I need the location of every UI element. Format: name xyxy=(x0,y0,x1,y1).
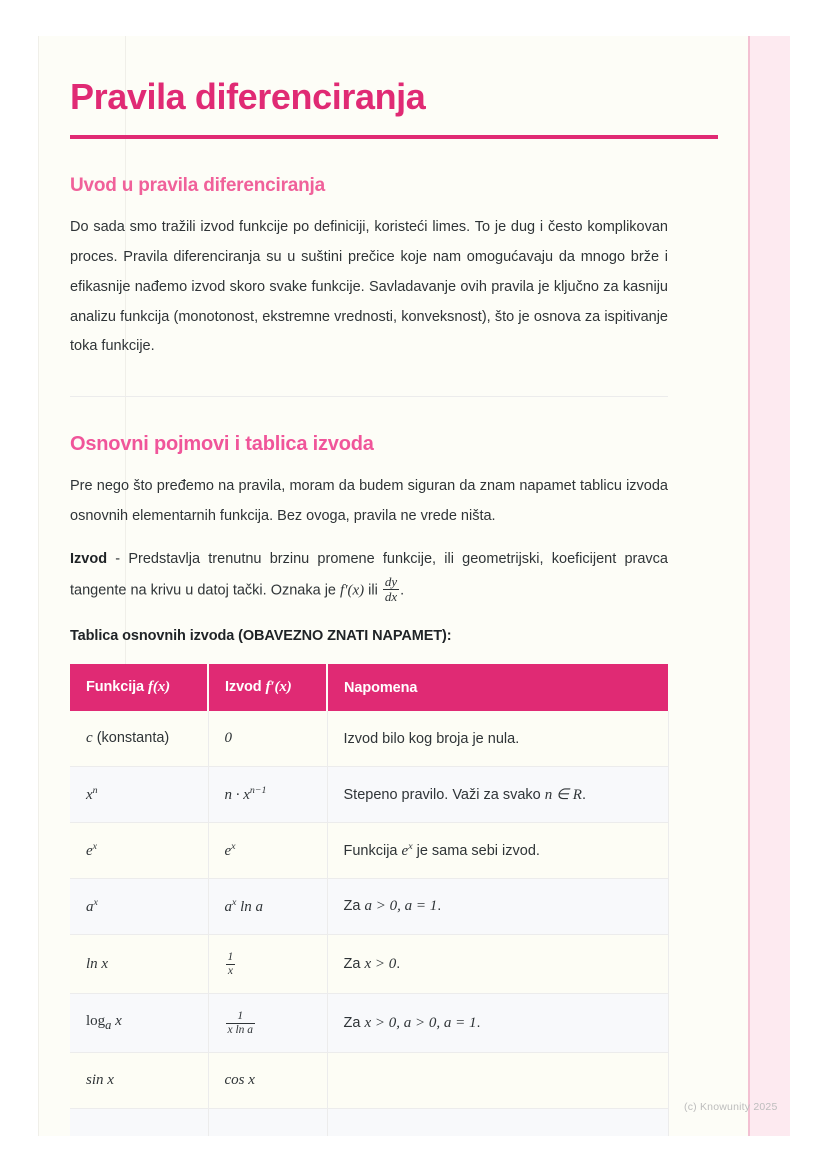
definition-notation-fprime: f′(x) xyxy=(340,582,365,599)
cell-funkcija xyxy=(70,1053,208,1109)
document-content xyxy=(70,36,668,1136)
cell-izvod xyxy=(208,767,327,823)
cell-napomena xyxy=(327,1109,668,1136)
cell-math xyxy=(402,843,413,859)
fraction-denominator: dx xyxy=(384,589,398,605)
table-row xyxy=(70,1053,668,1109)
header-label-izvod: Izvod xyxy=(225,679,266,696)
cell-funkcija xyxy=(70,994,208,1053)
cell-math: cos x xyxy=(224,1072,255,1089)
cell-math-base: log xyxy=(86,1013,106,1030)
cell-text: Izvod bilo kog broja je nula. xyxy=(343,730,520,747)
definition-paragraph xyxy=(70,531,668,606)
cell-math xyxy=(225,843,236,859)
cell-funkcija xyxy=(70,935,208,994)
table-row xyxy=(70,994,668,1053)
cell-napomena xyxy=(327,767,668,823)
cell-funkcija xyxy=(70,823,208,879)
table-row xyxy=(70,823,668,879)
cell-izvod xyxy=(208,879,327,935)
table-header-funkcija xyxy=(70,664,208,711)
cell-izvod xyxy=(208,1109,327,1136)
derivatives-table-body xyxy=(70,711,668,1136)
cell-math-tail: ln a xyxy=(236,899,264,916)
definition-term: Izvod xyxy=(70,551,108,568)
section-heading-intro: Uvod u pravila diferenciranja xyxy=(70,175,326,197)
definition-fraction-dydx xyxy=(383,575,399,604)
table-row xyxy=(70,879,668,935)
right-edge-stripe xyxy=(748,36,790,1136)
cell-math xyxy=(86,843,97,859)
table-row xyxy=(70,767,668,823)
definition-text-before: - Predstavlja trenutnu brzinu promene funkcije, ili geometrijski, koeficijent pravca tangente na krivu u datoj tački. Oznaka je xyxy=(70,551,668,599)
fraction-numerator: 1 xyxy=(237,1010,244,1023)
fraction-numerator: dy xyxy=(384,574,398,590)
cell-text-post: . xyxy=(396,955,401,972)
definition-text-middle: ili xyxy=(364,582,382,599)
cell-text: Funkcija xyxy=(343,843,402,860)
cell-math: n ∈ R xyxy=(544,787,582,804)
cell-math: c xyxy=(86,730,93,747)
cell-napomena xyxy=(327,823,668,879)
cell-text: Stepeno pravilo. Važi za svako xyxy=(343,787,545,804)
page-title: Pravila diferenciranja xyxy=(70,76,426,117)
cell-math-tail: x xyxy=(111,1013,122,1030)
cell-math-sup: n−1 xyxy=(249,785,267,797)
cell-napomena xyxy=(327,935,668,994)
cell-fraction xyxy=(226,1010,256,1036)
cell-math xyxy=(86,899,98,915)
cell-napomena xyxy=(327,711,668,767)
page-ruler-line-left xyxy=(38,36,39,1136)
cell-math: ln x xyxy=(86,955,109,972)
table-row xyxy=(70,935,668,994)
cell-math: sin x xyxy=(86,1072,114,1089)
cell-izvod xyxy=(208,994,327,1053)
cell-math-base: a xyxy=(86,899,94,916)
cell-math-base: n · x xyxy=(224,787,250,804)
table-header-napomena xyxy=(327,664,668,711)
footer-watermark: (c) Knowunity 2025 xyxy=(684,1101,778,1113)
header-label-funkcija: Funkcija xyxy=(86,679,148,696)
cell-text: Za xyxy=(343,955,365,972)
cell-izvod xyxy=(208,823,327,879)
cell-math-sup: x xyxy=(92,841,98,853)
table-header-row xyxy=(70,664,668,711)
cell-math xyxy=(86,787,98,803)
right-edge-stripe-line xyxy=(748,36,750,1136)
cell-math-base: x xyxy=(86,787,93,804)
cell-funkcija xyxy=(70,711,208,767)
cell-text-post: . xyxy=(476,1014,481,1031)
table-row xyxy=(70,711,668,767)
cell-math: a > 0, a = 1 xyxy=(364,898,438,915)
cell-text-post: je sama sebi izvod. xyxy=(412,843,540,860)
fraction-denominator: x xyxy=(226,964,236,977)
cell-math xyxy=(225,899,264,915)
cell-math-base: e xyxy=(86,843,93,860)
cell-text: (konstanta) xyxy=(92,730,170,747)
cell-math: x > 0 xyxy=(364,955,397,972)
cell-math-sup: x xyxy=(408,841,413,853)
section-paragraph-intro: Do sada smo tražili izvod funkcije po definiciji, koristeći limes. To je dug i često komplikovan proces. Pravila diferenciranja su u suštini prečice koje nam omogućavaju da mnogo brže i efikasnije nađemo izvod skoro svake funkcije. Savladavanje ovih pravila je ključno za kasniju analizu funkcija (monotonost, ekstremne vrednosti, konveksnost), što je osnova za ispitivanje toka funkcije. xyxy=(70,219,668,355)
cell-funkcija xyxy=(70,879,208,935)
table-caption: Tablica osnovnih izvoda (OBAVEZNO ZNATI NAPAMET): xyxy=(70,628,452,645)
cell-math-sup: x xyxy=(93,897,98,909)
cell-text: Za xyxy=(343,898,365,915)
cell-funkcija xyxy=(70,1109,208,1136)
section-paragraph-basics: Pre nego što pređemo na pravila, moram da budem siguran da znam napamet tablicu izvoda osnovnih elementarnih funkcija. Bez ovoga, pravila ne vrede ništa. xyxy=(70,477,668,524)
cell-math-sup: n xyxy=(92,785,98,797)
cell-napomena xyxy=(327,1053,668,1109)
cell-math-sup: x xyxy=(231,841,236,853)
header-label-napomena: Napomena xyxy=(344,679,418,696)
cell-izvod xyxy=(208,935,327,994)
cell-text-post: . xyxy=(437,898,442,915)
fraction-denominator: x ln a xyxy=(227,1023,254,1036)
table-header-izvod xyxy=(208,664,327,711)
cell-text: Za xyxy=(343,1014,365,1031)
cell-napomena xyxy=(327,994,668,1053)
cell-math: 0 xyxy=(224,730,232,747)
cell-izvod xyxy=(208,1053,327,1109)
definition-text-after: . xyxy=(400,582,405,599)
document-page xyxy=(38,36,790,1136)
cell-funkcija xyxy=(70,767,208,823)
cell-napomena xyxy=(327,879,668,935)
derivatives-table xyxy=(70,664,669,1136)
cell-math-sub: a xyxy=(105,1018,112,1033)
cell-math-base: e xyxy=(401,843,409,860)
cell-math: x > 0, a > 0, a = 1 xyxy=(364,1014,477,1031)
header-math-izvod: f′(x) xyxy=(265,679,292,696)
table-row-partial xyxy=(70,1109,668,1136)
cell-text-post: . xyxy=(581,787,586,804)
cell-math-base: e xyxy=(224,843,232,860)
cell-izvod xyxy=(208,711,327,767)
cell-math-base: a xyxy=(224,899,232,916)
header-math-funkcija: f(x) xyxy=(147,679,171,696)
cell-fraction xyxy=(226,951,236,977)
cell-math xyxy=(225,787,267,803)
cell-math-sup: x xyxy=(232,897,237,909)
section-heading-basics: Osnovni pojmovi i tablica izvoda xyxy=(70,432,374,455)
fraction-numerator: 1 xyxy=(227,951,234,964)
cell-math xyxy=(86,1013,122,1033)
